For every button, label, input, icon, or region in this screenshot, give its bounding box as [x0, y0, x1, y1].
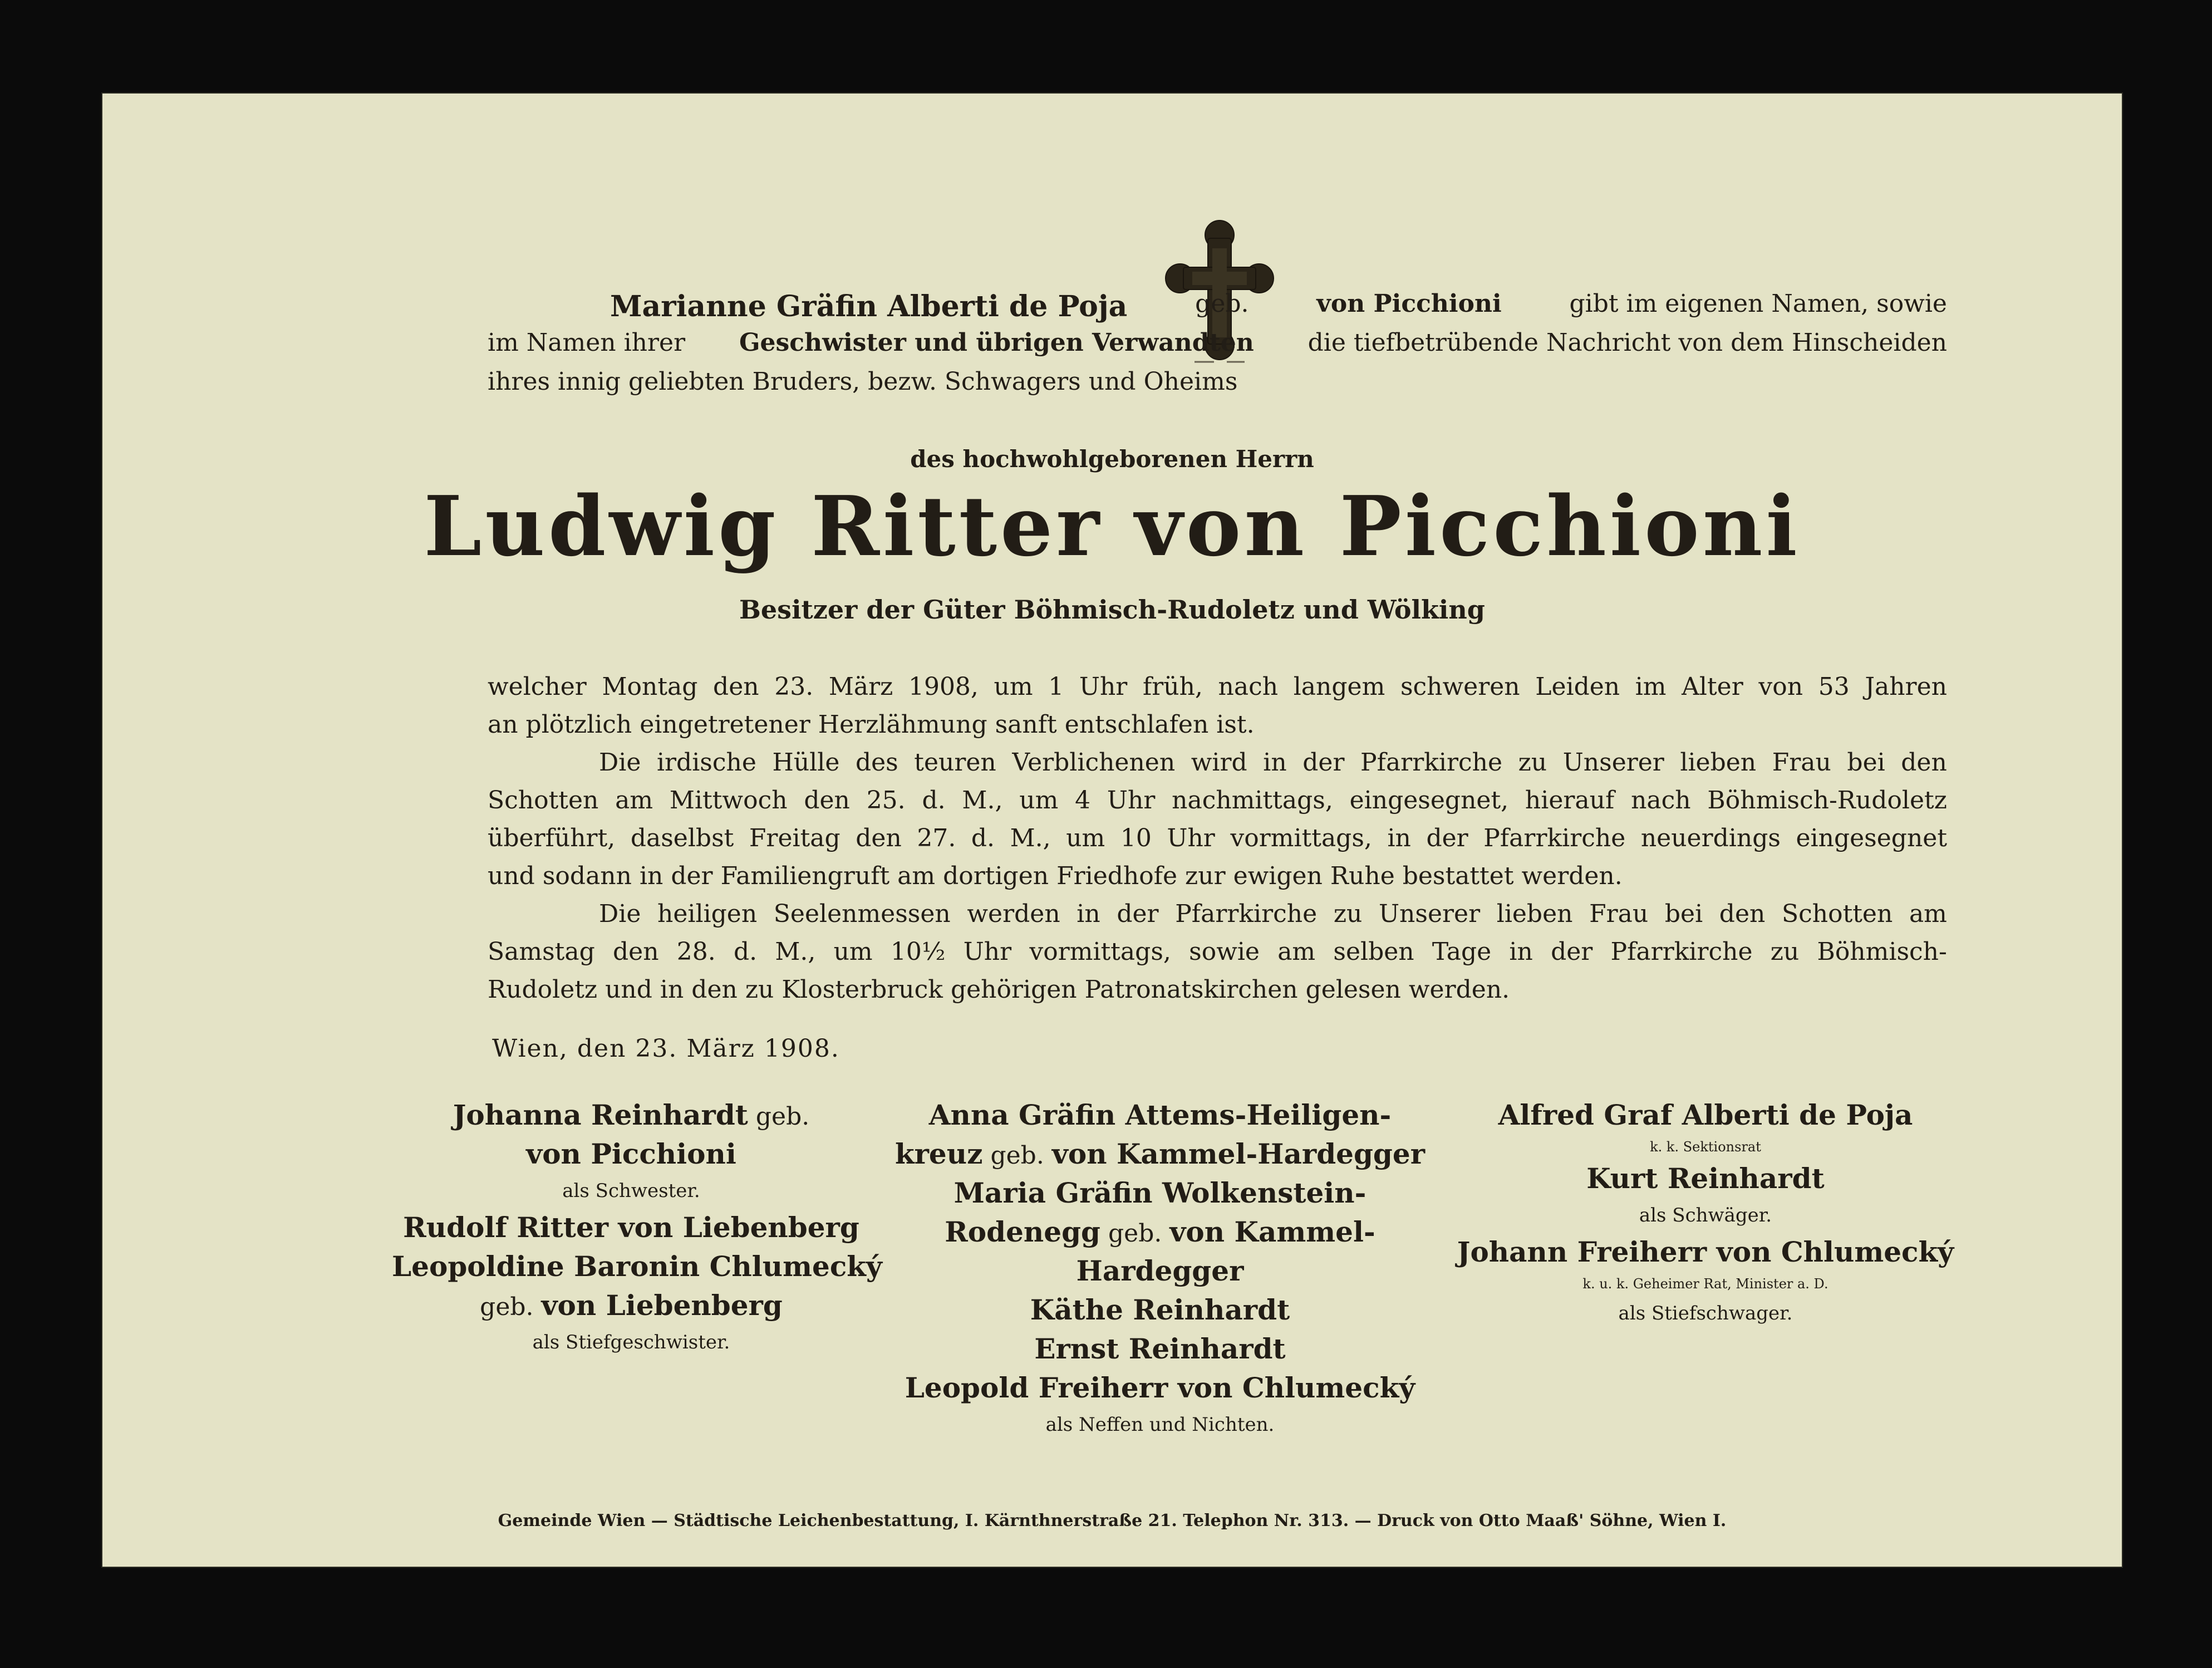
- mourners-left: Johanna Reinhardt geb. von Picchioni als Schwester. Rudolf Ritter von Liebenberg Leopoldine Baronin Chlumecký geb. von Liebenberg als Stiefgeschwister.: [392, 1096, 871, 1360]
- mourner-name: Maria Gräfin Wolkenstein-: [953, 1176, 1366, 1209]
- mourner-name: Rudolf Ritter von Liebenberg: [403, 1211, 859, 1244]
- main-line-9: Rudoletz und in den zu Klosterbruck gehörigen Patronatskirchen gelesen werden.: [488, 975, 1510, 1004]
- mourner-name: Johann Freiherr von Chlumecký: [1457, 1235, 1954, 1268]
- mourners-middle: Anna Gräfin Attems-Heiligen- kreuz geb. von Kammel-Hardegger Maria Gräfin Wolkenstein- Rodenegg geb. von Kammel- Hardegger Käthe Reinhardt Ernst Reinhardt Leopold Freiherr von Chlumecký als Neffen und Nichten.: [882, 1096, 1438, 1442]
- honorific: des hochwohlgeborenen Herrn: [910, 445, 1314, 473]
- main-line-3: Die irdische Hülle des teuren Verblichenen wird in der Pfarrkirche zu Unserer lieben Frau bei den: [599, 748, 1947, 777]
- mourner-name: Alfred Graf Alberti de Poja: [1498, 1098, 1913, 1131]
- intro-line-2: im Namen ihrer Geschwister und übrigen Verwandten die tiefbetrübende Nachricht von dem Hinscheiden: [488, 328, 1947, 357]
- mourner-title: k. k. Sektionsrat: [1650, 1139, 1761, 1155]
- mourners-right: [1438, 1096, 1973, 1331]
- mourner-name: Ernst Reinhardt: [1034, 1332, 1286, 1365]
- relation-label: als Stiefgeschwister.: [532, 1331, 730, 1353]
- main-line-8: Samstag den 28. d. M., um 10½ Uhr vormittags, sowie am selben Tage in der Pfarrkirche zu Böhmisch-: [488, 938, 1947, 966]
- author-name: Marianne Gräfin Alberti de Poja: [610, 290, 1128, 323]
- relation-label: als Neffen und Nichten.: [1045, 1414, 1275, 1436]
- mourner-name: Leopold Freiherr von Chlumecký: [905, 1371, 1415, 1404]
- mourner-name: Leopoldine Baronin Chlumecký: [392, 1250, 882, 1283]
- main-line-7: Die heiligen Seelenmessen werden in der Pfarrkirche zu Unserer lieben Frau bei den Schotten am: [599, 900, 1947, 928]
- mourner-title: k. u. k. Geheimer Rat, Minister a. D.: [1582, 1276, 1828, 1292]
- parte-sheet: [102, 94, 2122, 1567]
- main-line-4: Schotten am Mittwoch den 25. d. M., um 4 Uhr nachmittags, eingesegnet, hierauf nach Böhmisch-Rudoletz: [488, 786, 1947, 815]
- intro-line-1: Marianne Gräfin Alberti de Poja geb. von Picchioni gibt im eigenen Namen, sowie: [610, 290, 1947, 323]
- printer-footer: Gemeinde Wien — Städtische Leichenbestattung, I. Kärnthnerstraße 21. Telephon Nr. 313. — Druck von Otto Maaß' Söhne, Wien I.: [498, 1511, 1727, 1530]
- place-date: Wien, den 23. März 1908.: [492, 1034, 840, 1063]
- intro-line-3: ihres innig geliebten Bruders, bezw. Schwagers und Oheims: [488, 367, 1238, 396]
- relation-label: als Schwäger.: [1639, 1204, 1772, 1227]
- mourner-name: Johanna Reinhardt: [453, 1098, 748, 1131]
- main-line-5: überführt, daselbst Freitag den 27. d. M., um 10 Uhr vormittags, in der Pfarrkirche neuerdings eingesegnet: [488, 824, 1947, 852]
- relation-label: als Schwester.: [562, 1180, 700, 1202]
- main-line-6: und sodann in der Familiengruft am dortigen Friedhofe zur ewigen Ruhe bestattet werden.: [488, 862, 1623, 890]
- relation-label: als Stiefschwager.: [1618, 1302, 1793, 1324]
- author-maiden-name: von Picchioni: [1316, 290, 1502, 318]
- main-line-2: an plötzlich eingetretener Herzlähmung sanft entschlafen ist.: [488, 710, 1255, 739]
- deceased-name: Ludwig Ritter von Picchioni: [424, 478, 1801, 575]
- mourner-name: Kurt Reinhardt: [1586, 1162, 1825, 1195]
- mourner-name: Käthe Reinhardt: [1030, 1293, 1290, 1326]
- mourner-name: Anna Gräfin Attems-Heiligen-: [928, 1098, 1392, 1131]
- main-line-1: welcher Montag den 23. März 1908, um 1 Uhr früh, nach langem schweren Leiden im Alter von 53 Jahren: [488, 673, 1947, 701]
- deceased-title: Besitzer der Güter Böhmisch-Rudoletz und Wölking: [739, 595, 1485, 625]
